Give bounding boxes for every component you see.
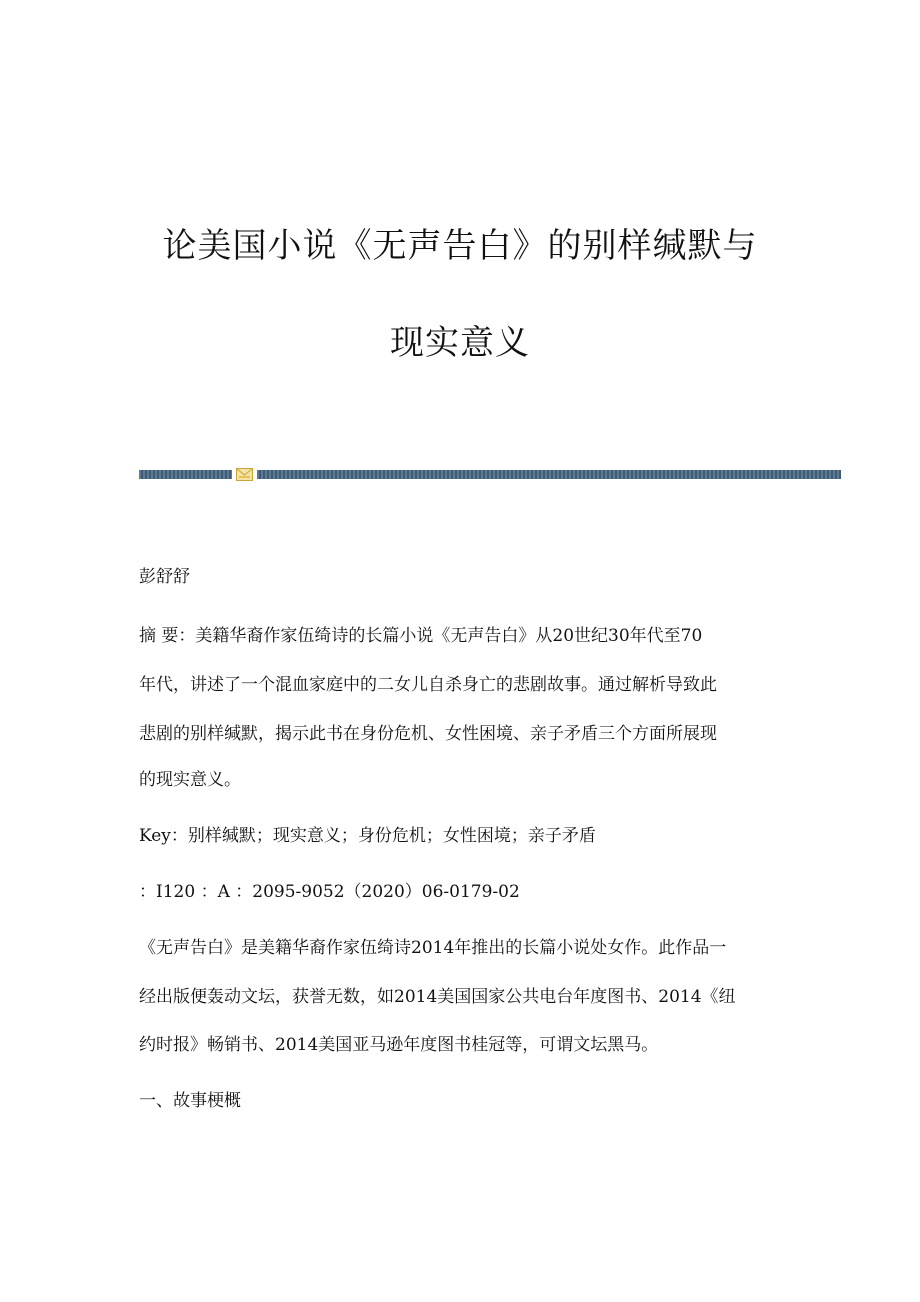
section-heading: 一、故事梗概: [139, 1091, 241, 1111]
intro-line-2: 经出版便轰动文坛，获誉无数，如2014美国国家公共电台年度图书、2014《纽: [139, 987, 736, 1007]
title-divider-right: [257, 470, 841, 479]
abstract-line-3: 悲剧的别样缄默，揭示此书在身份危机、女性困境、亲子矛盾三个方面所展现: [139, 724, 717, 744]
abstract-line-2: 年代，讲述了一个混血家庭中的二女儿自杀身亡的悲剧故事。通过解析导致此: [139, 675, 717, 695]
intro-line-1: 《无声告白》是美籍华裔作家伍绮诗2014年推出的长篇小说处女作。此作品一: [139, 938, 727, 958]
intro-line-3: 约时报》畅销书、2014美国亚马逊年度图书桂冠等，可谓文坛黑马。: [139, 1035, 659, 1055]
abstract-line-1: 摘 要：美籍华裔作家伍绮诗的长篇小说《无声告白》从20世纪30年代至70: [139, 626, 703, 646]
divider-ornament-icon: [236, 468, 253, 481]
title-divider-left: [139, 470, 232, 479]
classification-line: ：I120 ：A ：2095-9052（2020）06-0179-02: [139, 882, 520, 902]
author-name: 彭舒舒: [139, 567, 190, 587]
document-title-line-1: 论美国小说《无声告白》的别样缄默与: [162, 226, 758, 266]
abstract-line-4: 的现实意义。: [139, 770, 241, 790]
document-title-line-2: 现实意义: [390, 323, 530, 363]
keywords-line: Key：别样缄默；现实意义；身份危机；女性困境；亲子矛盾: [139, 826, 596, 846]
